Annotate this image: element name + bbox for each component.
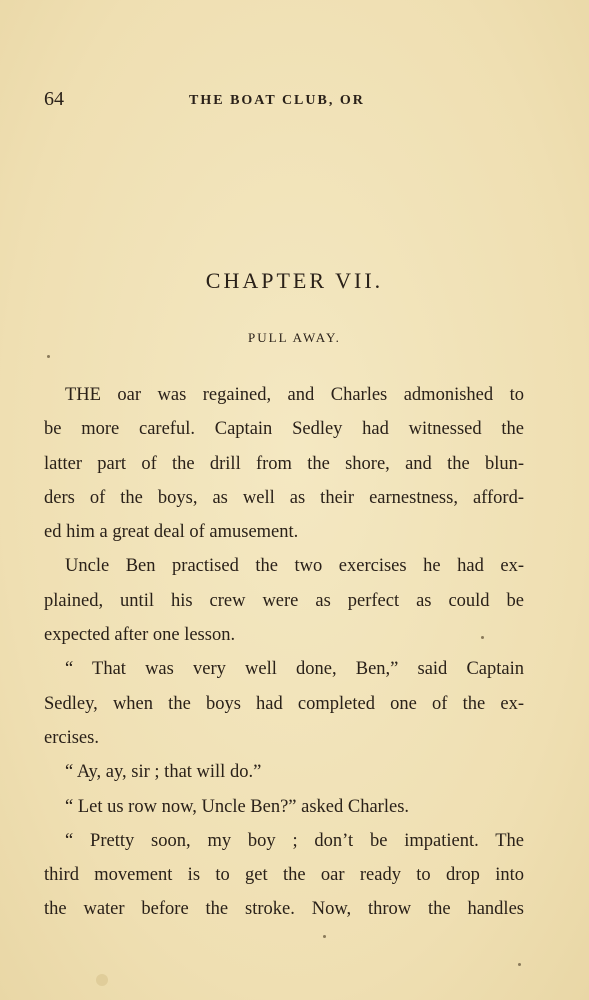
text-line: Sedley, when the boys had completed one of the ex- bbox=[44, 693, 524, 714]
text-line: latter part of the drill from the shore, and the blun- bbox=[44, 453, 524, 474]
text-line: THE oar was regained, and Charles admonished to bbox=[65, 385, 524, 405]
running-head bbox=[44, 88, 524, 112]
chapter-subtitle: PULL AWAY. bbox=[248, 330, 341, 345]
text-line: third movement is to get the oar ready to drop into bbox=[44, 865, 524, 886]
text-line: “ That was very well done, Ben,” said Captain bbox=[65, 659, 524, 680]
paper-speck bbox=[323, 935, 326, 938]
chapter-title: CHAPTER VII. bbox=[205, 268, 384, 293]
running-title: THE BOAT CLUB, OR bbox=[189, 93, 365, 108]
text-line: be more careful. Captain Sedley had witnessed the bbox=[44, 419, 524, 440]
paper-speck bbox=[96, 974, 108, 986]
text-line: ders of the boys, as well as their earnestness, afford- bbox=[44, 487, 524, 508]
text-line: “ Ay, ay, sir ; that will do.” bbox=[65, 762, 262, 783]
text-line: ed him a great deal of amusement. bbox=[44, 522, 299, 543]
text-line: “ Let us row now, Uncle Ben?” asked Charles. bbox=[65, 796, 410, 817]
paper-speck bbox=[518, 963, 521, 966]
text-line: expected after one lesson. bbox=[44, 625, 236, 646]
text-line: plained, until his crew were as perfect as could be bbox=[44, 590, 524, 611]
paper-speck bbox=[481, 636, 484, 639]
page-number: 64 bbox=[44, 88, 64, 110]
body-text bbox=[44, 378, 524, 927]
text-line: “ Pretty soon, my boy ; don’t be impatient. The bbox=[65, 830, 524, 851]
paper-speck bbox=[47, 355, 50, 358]
text-line: the water before the stroke. Now, throw the handles bbox=[44, 899, 524, 920]
text-line: Uncle Ben practised the two exercises he had ex- bbox=[65, 556, 524, 577]
text-line: ercises. bbox=[44, 727, 99, 748]
